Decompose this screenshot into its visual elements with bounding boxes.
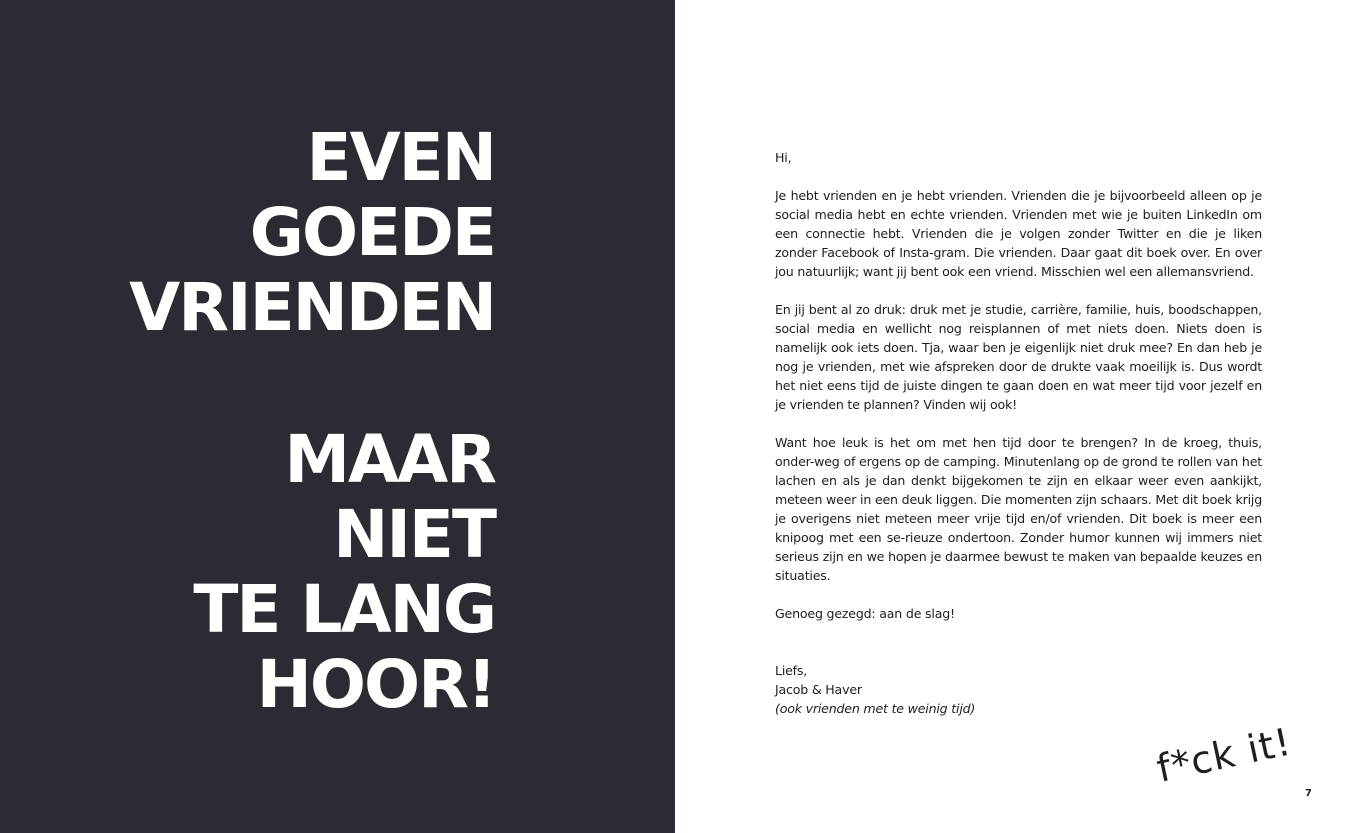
headline-line: VRIENDEN	[129, 269, 495, 346]
headline-line: HOOR!	[256, 646, 495, 723]
headline-line: EVEN	[306, 119, 495, 196]
closing-salutation: Liefs,	[775, 663, 808, 678]
right-page	[675, 0, 1348, 833]
letter-closing	[775, 661, 1262, 718]
headline-top	[129, 120, 495, 345]
letter-paragraph: Want hoe leuk is het om met hen tijd door te brengen? In de kroeg, thuis, onder-weg of ergens op de camping. Minutenlang op de grond te rollen van het lachen en als je dan denkt bijgekomen te zijn en elkaar weer even aankijkt, meteen weer in een deuk liggen. Die momenten zijn schaars. Met dit boek krijg je overigens niet meteen meer vrije tijd en/of vrienden. Dit boek is meer een knipoog met een se-rieuze ondertoon. Zonder humor kunnen wij immers niet serieus zijn en we hopen je daarmee bewust te maken van bepaalde keuzes en situaties.	[775, 435, 1262, 583]
signature: Jacob & Haver	[775, 682, 862, 697]
headline-line: NIET	[333, 496, 495, 573]
headline-line: MAAR	[284, 421, 495, 498]
letter-paragraph: Je hebt vrienden en je hebt vrienden. Vrienden die je bijvoorbeeld alleen op je social media hebt en echte vrienden. Vrienden met wie je buiten LinkedIn om een connectie hebt. Vrienden die je volgen zonder Twitter en die je liken zonder Facebook of Insta-gram. Die vrienden. Daar gaat dit boek over. En over jou natuurlijk; want jij bent ook een vriend. Misschien wel een allemansvriend.	[775, 188, 1262, 279]
headline-line: TE LANG	[193, 571, 495, 648]
signature-note: (ook vrienden met te weinig tijd)	[775, 701, 976, 716]
page-number: 7	[1305, 788, 1312, 799]
stamp-text: f*ck it!	[1152, 719, 1296, 791]
letter-paragraph: Genoeg gezegd: aan de slag!	[775, 606, 955, 621]
headline-bottom	[193, 422, 495, 722]
handwritten-stamp	[1146, 707, 1295, 813]
headline-line: GOEDE	[249, 194, 495, 271]
greeting: Hi,	[775, 150, 792, 165]
letter-body	[775, 148, 1262, 718]
letter-paragraph: En jij bent al zo druk: druk met je studie, carrière, familie, huis, boodschappen, social media en wellicht nog reisplannen of met niets doen. Niets doen is namelijk ook iets doen. Tja, waar ben je eigenlijk niet druk mee? En dan heb je nog je vrienden, met wie afspreken door de drukte vaak moeilijk is. Dus wordt het niet eens tijd de juiste dingen te gaan doen en wat meer tijd voor jezelf en je vrienden te plannen? Vinden wij ook!	[775, 302, 1262, 412]
